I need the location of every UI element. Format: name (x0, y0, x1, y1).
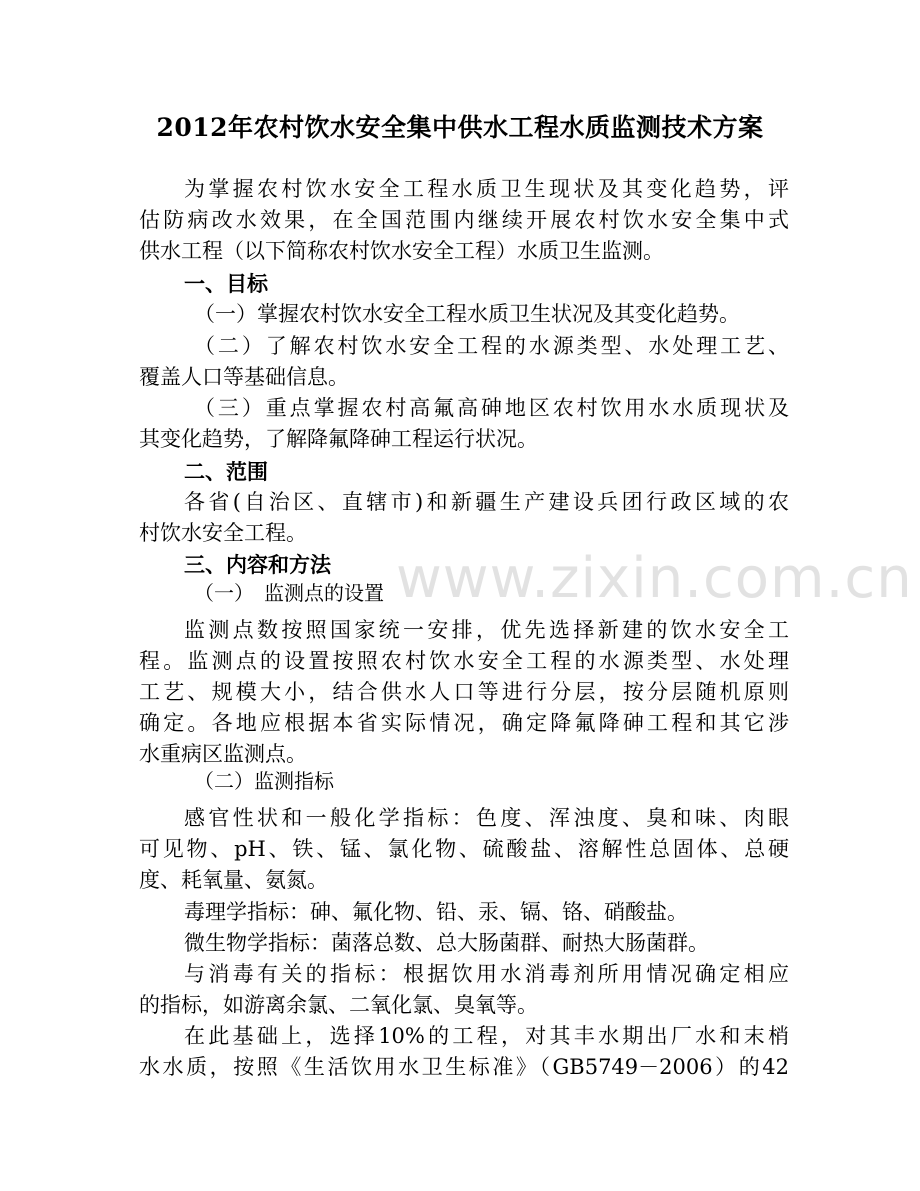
document-title: 2012年农村饮水安全集中供水工程水质监测技术方案 (156, 113, 764, 142)
subsection-heading: （二）监测指标 (194, 769, 334, 793)
paragraph-line: 可见物、pH、铁、锰、氯化物、硫酸盐、溶解性总固体、总硬 (139, 837, 789, 861)
paragraph-line: 度、耗氧量、氨氮。 (139, 868, 328, 892)
paragraph-line: 各省(自治区、直辖市)和新疆生产建设兵团行政区域的农 (184, 490, 789, 514)
section-heading: 二、范围 (184, 459, 268, 484)
section-heading: 一、目标 (184, 271, 268, 296)
paragraph-line: 覆盖人口等基础信息。 (139, 365, 349, 389)
paragraph-line: 水水质，按照《生活饮用水卫生标准》（GB5749－2006）的42 (139, 1055, 789, 1079)
paragraph-line: 村饮水安全工程。 (139, 521, 307, 545)
paragraph-line: 微生物学指标：菌落总数、总大肠菌群、耐热大肠菌群。 (184, 931, 709, 955)
paragraph-line: 工艺、规模大小，结合供水人口等进行分层，按分层随机原则 (139, 680, 789, 704)
subsection-heading: （一） 监测点的设置 (194, 581, 384, 605)
section-heading: 三、内容和方法 (184, 552, 331, 577)
paragraph-line: 的指标，如游离余氯、二氧化氯、臭氧等。 (139, 993, 538, 1017)
paragraph-line: 水重病区监测点。 (139, 742, 307, 766)
paragraph-line: 感官性状和一般化学指标：色度、浑浊度、臭和味、肉眼 (184, 806, 789, 830)
paragraph-line: 供水工程（以下简称农村饮水安全工程）水质卫生监测。 (139, 239, 664, 263)
paragraph-line: （二）了解农村饮水安全工程的水源类型、水处理工艺、 (194, 334, 789, 358)
paragraph-line: 毒理学指标：砷、氟化物、铅、汞、镉、铬、硝酸盐。 (184, 900, 688, 924)
watermark-text: www.zixin.com.cn (396, 546, 913, 611)
paragraph-line: 与消毒有关的指标：根据饮用水消毒剂所用情况确定相应 (184, 962, 789, 986)
paragraph-line: 估防病改水效果，在全国范围内继续开展农村饮水安全集中式 (139, 208, 789, 232)
paragraph-line: 为掌握农村饮水安全工程水质卫生现状及其变化趋势，评 (184, 177, 789, 201)
paragraph-line: 确定。各地应根据本省实际情况，确定降氟降砷工程和其它涉 (139, 711, 789, 735)
paragraph-line: （三）重点掌握农村高氟高砷地区农村饮用水水质现状及 (194, 396, 789, 420)
paragraph-line: （一）掌握农村饮水安全工程水质卫生状况及其变化趋势。 (194, 302, 740, 326)
paragraph-line: 程。监测点的设置按照农村饮水安全工程的水源类型、水处理 (139, 649, 789, 673)
paragraph-line: 其变化趋势，了解降氟降砷工程运行状况。 (139, 427, 538, 451)
paragraph-line: 监测点数按照国家统一安排，优先选择新建的饮水安全工 (184, 618, 789, 642)
paragraph-line: 在此基础上，选择10%的工程，对其丰水期出厂水和末梢 (184, 1024, 789, 1048)
